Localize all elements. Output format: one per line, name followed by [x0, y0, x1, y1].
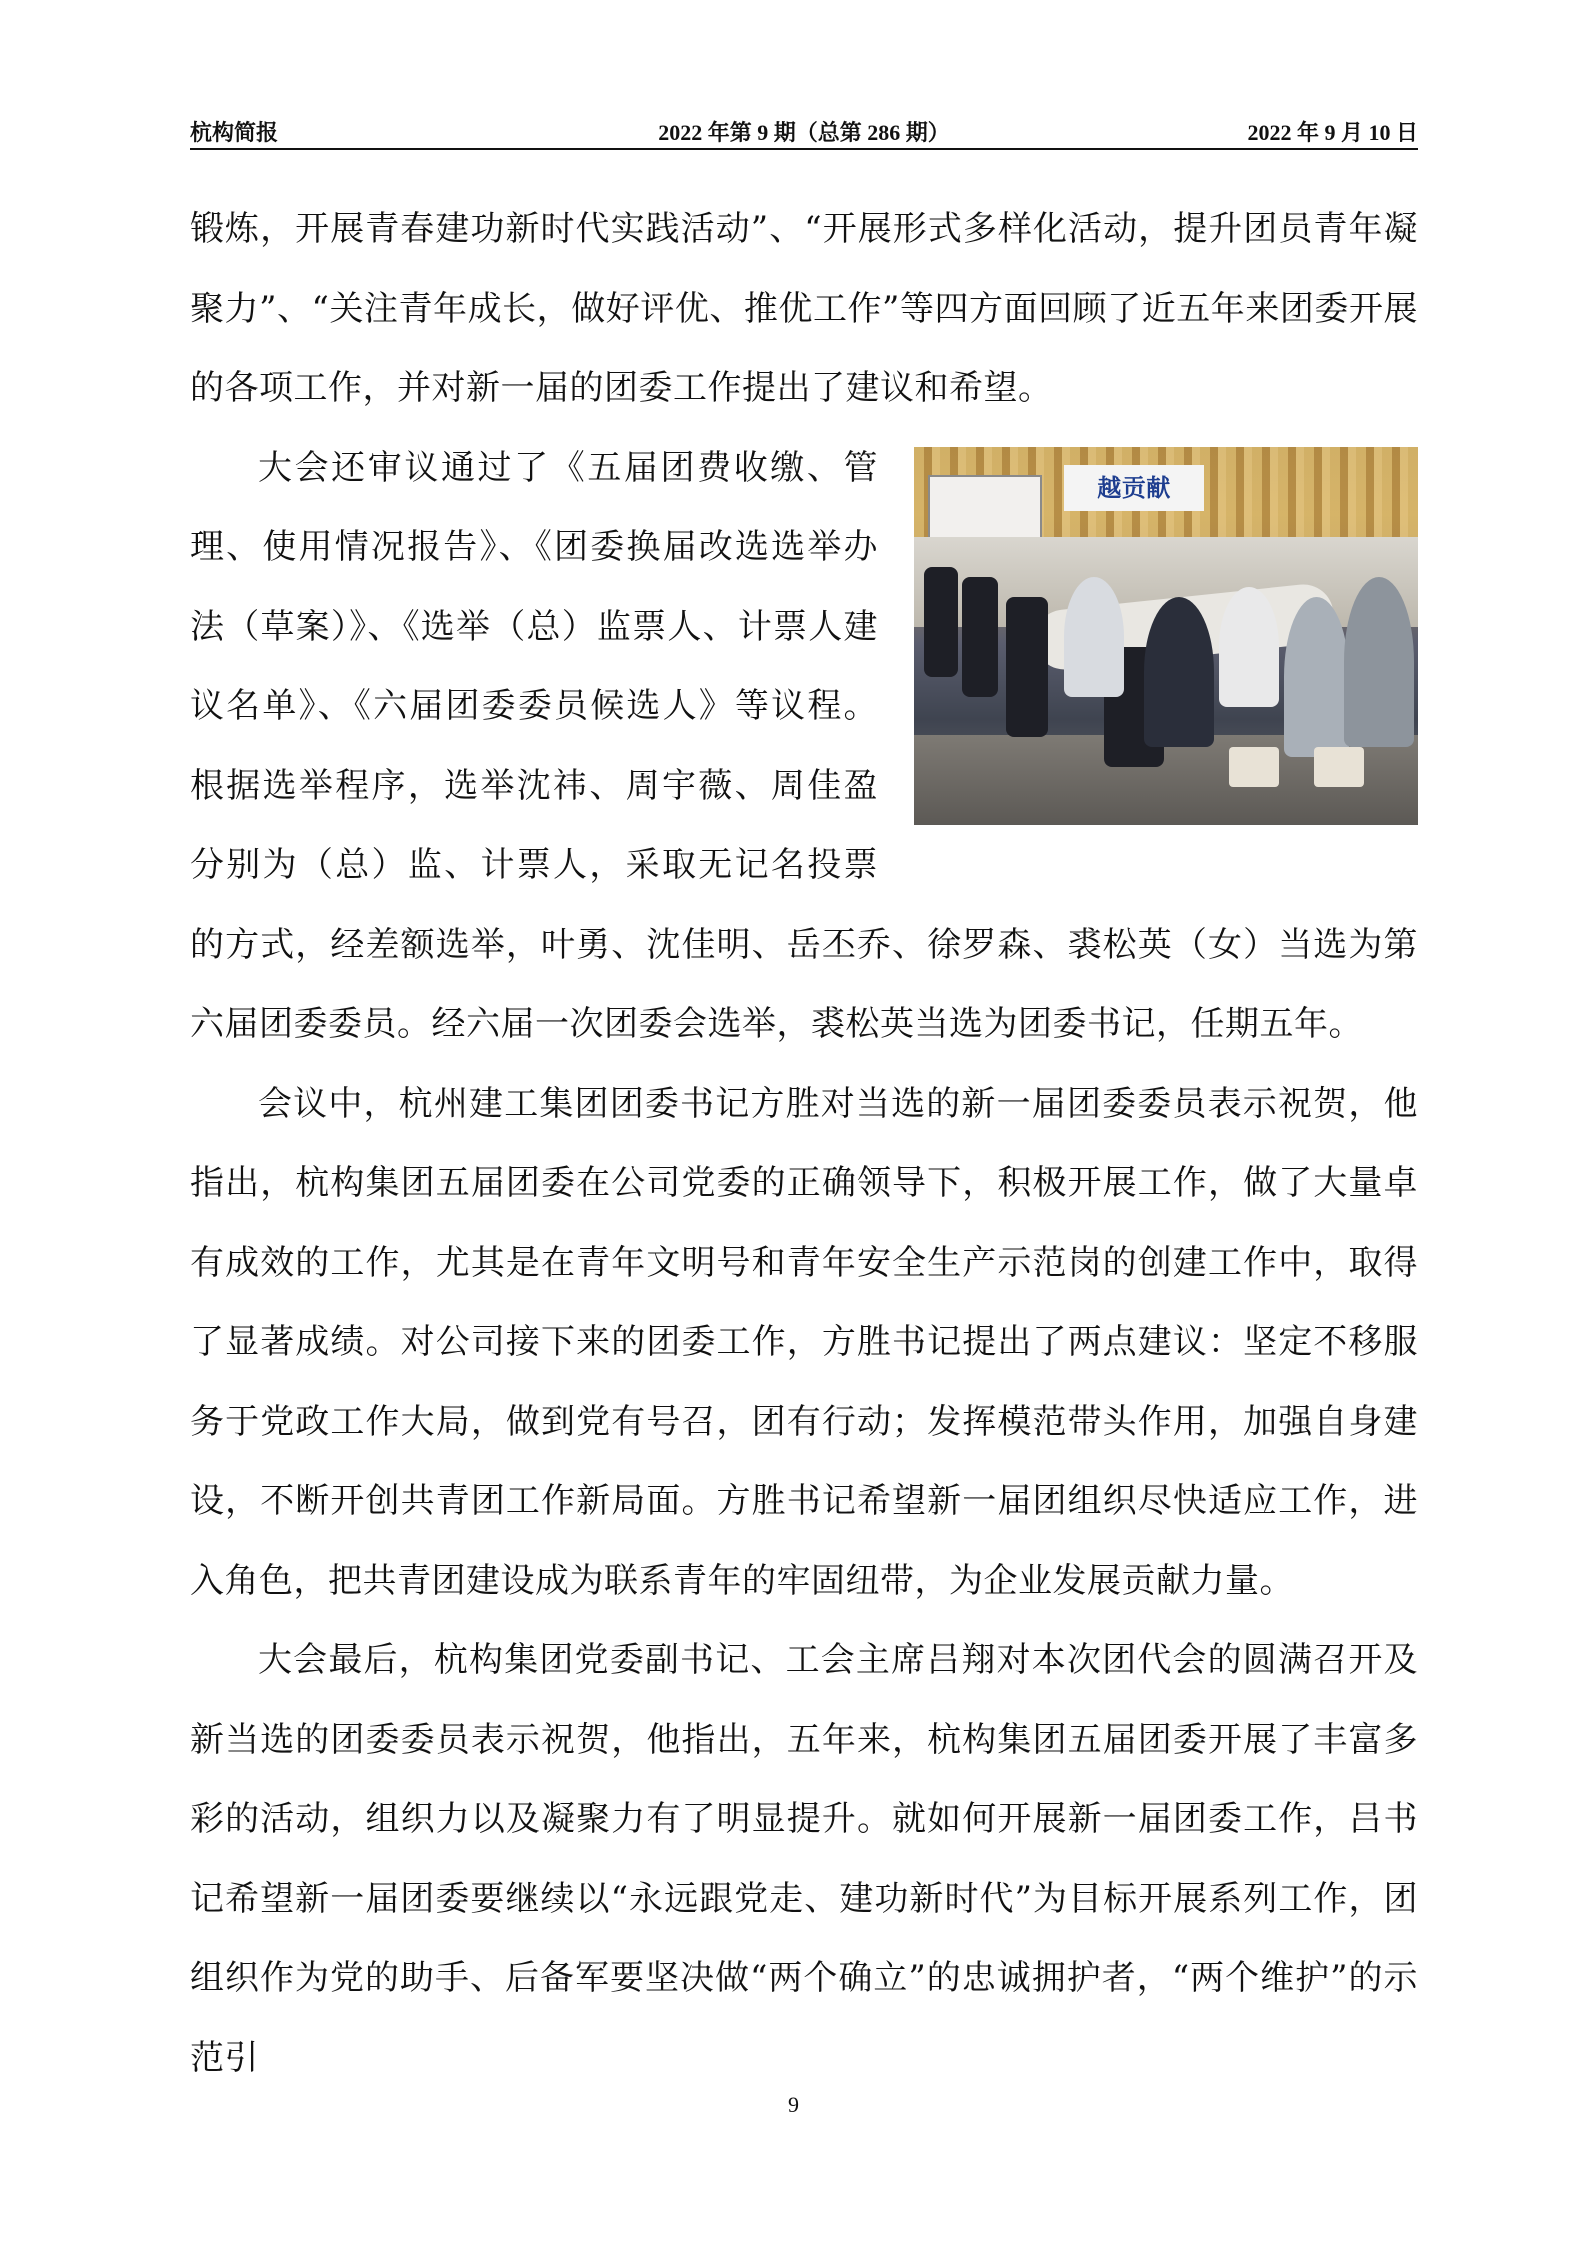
- paragraph-continued: 锻炼，开展青春建功新时代实践活动”、“开展形式多样化活动，提升团员青年凝聚力”、“关注青年成长，做好评优、推优工作”等四方面回顾了近五年来团委开展的各项工作，并对新一届的团委工作提出了建议和希望。: [190, 209, 1418, 408]
- photo-chair: [1006, 597, 1048, 737]
- header-issue-number: 2022 年第 9 期（总第 286 期）: [658, 120, 950, 145]
- page-header: [190, 112, 1418, 150]
- photo-person: [1284, 597, 1349, 757]
- paragraph: 会议中，杭州建工集团团委书记方胜对当选的新一届团委委员表示祝贺，他指出，杭构集团五届团委在公司党委的正确领导下，积极开展工作，做了大量卓有成效的工作，尤其是在青年文明号和青年安全生产示范岗的创建工作中，取得了显著成绩。对公司接下来的团委工作，方胜书记提出了两点建议：坚定不移服务于党政工作大局，做到党有号召，团有行动；发挥模范带头作用，加强自身建设，不断开创共青团工作新局面。方胜书记希望新一届团组织尽快适应工作，进入角色，把共青团建设成为联系青年的牢固纽带，为企业发展贡献力量。: [190, 1083, 1418, 1601]
- photo-chair: [924, 567, 958, 677]
- photo-person: [1344, 577, 1414, 747]
- photo-chair: [962, 577, 998, 697]
- header-publication-name: 杭构简报: [190, 120, 279, 145]
- paragraph: 大会最后，杭构集团党委副书记、工会主席吕翔对本次团代会的圆满召开及新当选的团委委员表示祝贺，他指出，五年来，杭构集团五届团委开展了丰富多彩的活动，组织力以及凝聚力有了明显提升。就如何开展新一届团委工作，吕书记希望新一届团委要继续以“永远跟党走、建功新时代”为目标开展系列工作，团组织作为党的助手、后备军要坚决做“两个确立”的忠诚拥护者，“两个维护”的示范引: [190, 1640, 1418, 2078]
- meeting-photo: [914, 447, 1418, 825]
- photo-stool: [1229, 747, 1279, 787]
- paragraph: 大会还审议通过了《五届团费收缴、管理、使用情况报告》、《团委换届改选选举办法（草案）》、《选举（总）监票人、计票人建议名单》、《六届团委委员候选人》等议程。根据选举程序，选举沈祎、周宇薇、周佳盈分别为（总）监、计票人，采取无记名投票的方式，经差额选举，叶勇、沈佳明、岳丕乔、徐罗森、裘松英（女）当选为第六届团委委员。经六届一次团委会选举，裘松英当选为团委书记，任期五年。: [190, 447, 1418, 1044]
- photo-person: [1064, 577, 1124, 697]
- page-number: 9: [788, 2092, 799, 2117]
- photo-banner: 越贡献: [1064, 465, 1204, 511]
- header-date: 2022 年 9 月 10 日: [1247, 120, 1418, 145]
- photo-stool: [1314, 747, 1364, 787]
- article-body: [190, 190, 1418, 2098]
- photo-person: [1219, 587, 1279, 707]
- photo-person: [1144, 597, 1214, 747]
